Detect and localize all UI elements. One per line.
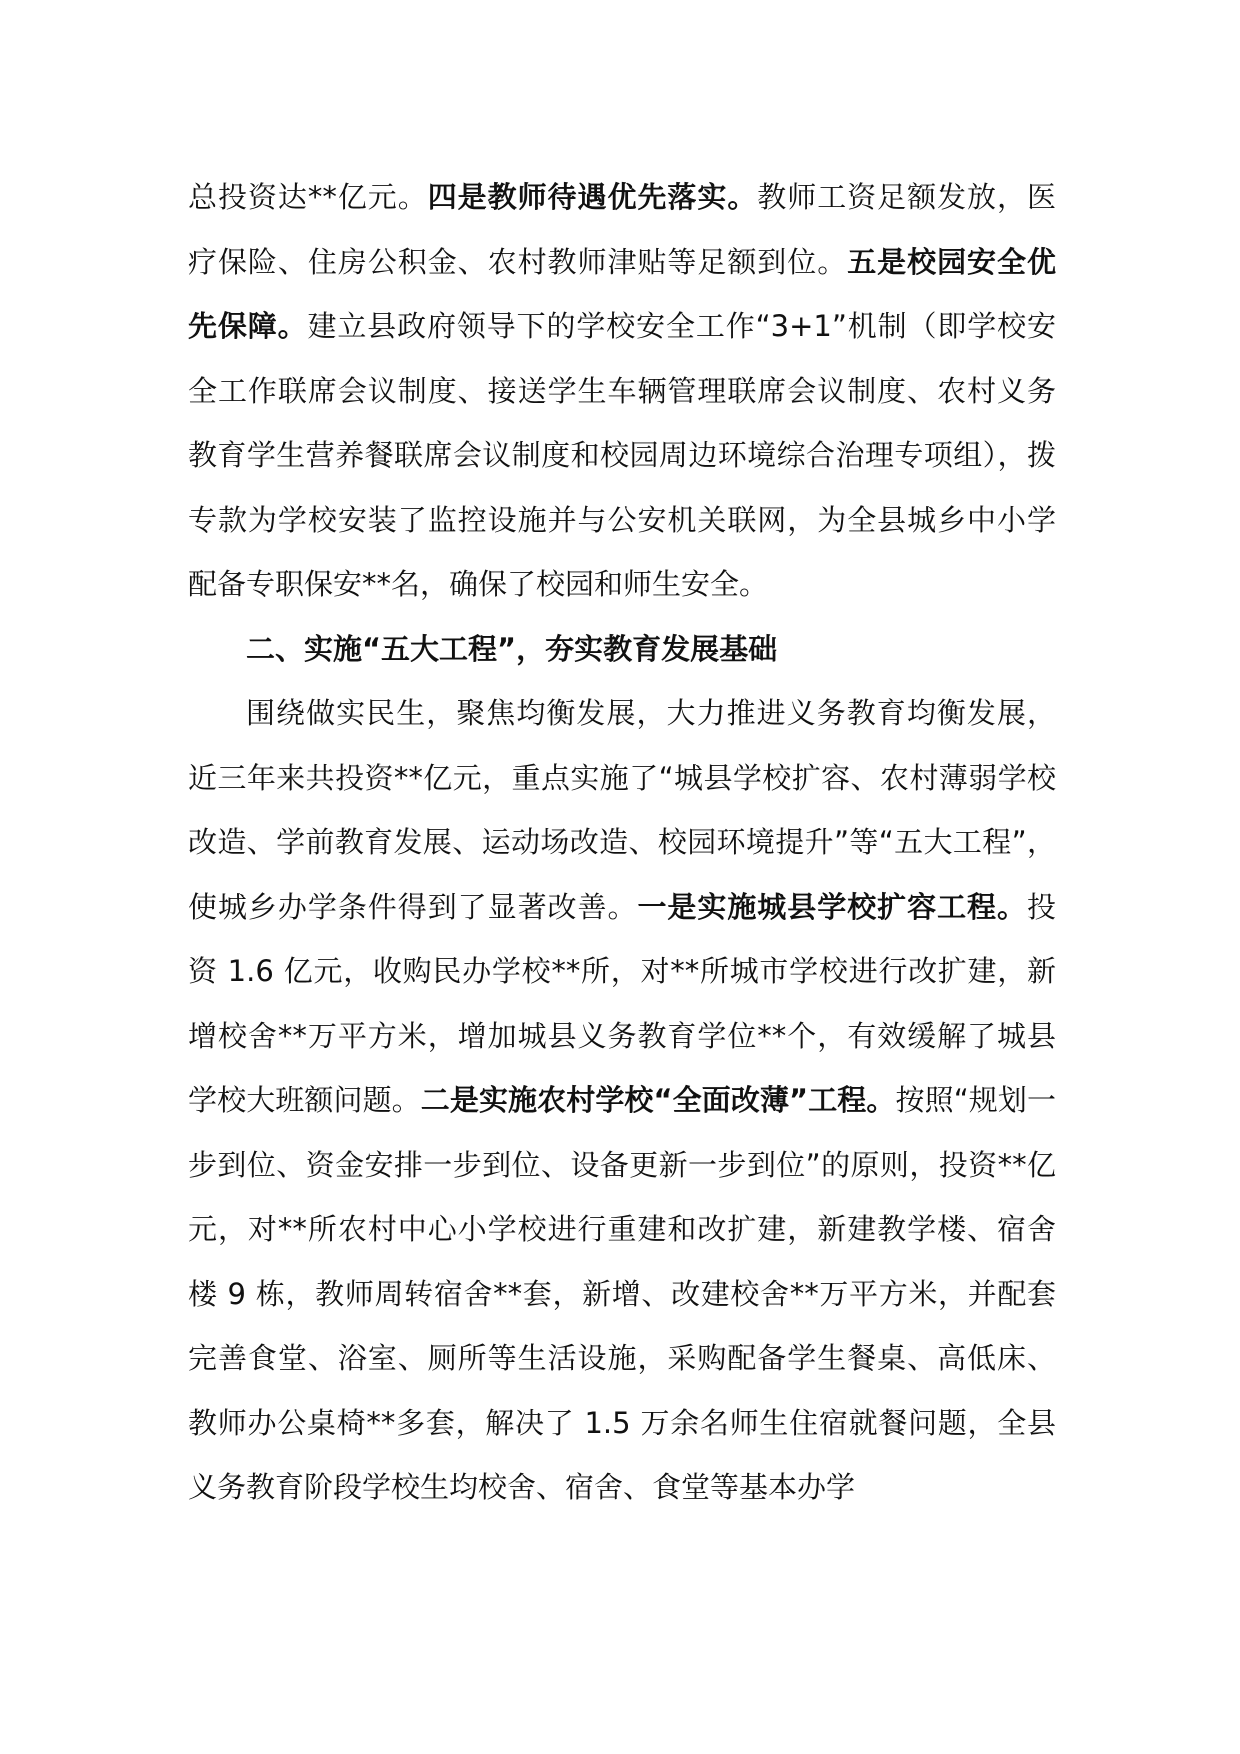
bold-lead-teacher-pay: 四是教师待遇优先落实。 [427, 180, 758, 214]
section-heading: 二、实施“五大工程”，夯实教育发展基础 [246, 631, 778, 666]
paragraph-five-projects [188, 681, 1056, 1520]
bold-lead-city-school-expansion: 一是实施城县学校扩容工程。 [637, 889, 1027, 924]
paragraph-teacher-and-safety [188, 165, 1056, 617]
text-run: 建立县政府领导下的学校安全工作“3+1”机制（即学校安全工作联席会议制度、接送学生车辆管理联席会议制度、农村义务教育学生营养餐联席会议制度和校园周边环境综合治理专项组），拨专款为学校安装了监控设施并与公安机关联网，为全县城乡中小学配备专职保安**名，确保了校园和师生安全。 [188, 309, 1056, 601]
text-run: 总投资达**亿元。 [188, 180, 428, 214]
document-body [188, 165, 1056, 1520]
text-run: 教师工资足额发放，医疗保险、住房公积金、农村教师津贴等足额到位。 [188, 180, 1056, 279]
bold-lead-rural-school-improvement: 二是实施农村学校“全面改薄”工程。 [420, 1083, 896, 1117]
text-run: 按照“规划一步到位、资金安排一步到位、设备更新一步到位”的原则，投资**亿元，对**所农村中心小学校进行重建和改扩建，新建教学楼、宿舍楼 9 栋，教师周转宿舍**套，新增、改建校舍**万平方米，并配套完善食堂、浴室、厕所等生活设施，采购配备学生餐桌、高低床、教师办公桌椅**多套，解决了 1.5 万余名师生住宿就餐问题，全县义务教育阶段学校生均校舍、宿舍、食堂等基本办学 [188, 1083, 1056, 1504]
text-run: 围绕做实民生，聚焦均衡发展，大力推进义务教育均衡发展，近三年来共投资**亿元，重点实施了“城县学校扩容、农村薄弱学校改造、学前教育发展、运动场改造、校园环境提升”等“五大工程”，使城乡办学条件得到了显著改善。 [188, 696, 1056, 924]
text-run: 投资 1.6 亿元，收购民办学校**所，对**所城市学校进行改扩建，新增校舍**万平方米，增加城县义务教育学位**个，有效缓解了城县学校大班额问题。 [188, 889, 1056, 1117]
bold-lead-campus-safety: 五是校园安全优先保障。 [188, 244, 1056, 343]
